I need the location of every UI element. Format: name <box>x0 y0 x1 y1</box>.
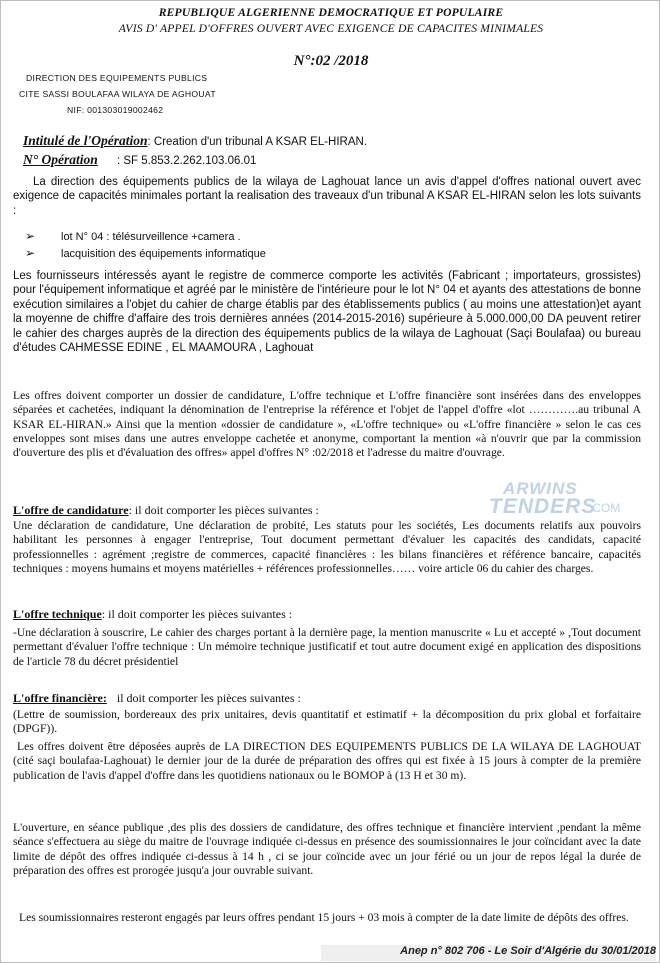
financiere-intro: il doit comporter les pièces suivantes : <box>116 691 301 705</box>
arrow-bullet-icon: ➢ <box>25 229 36 243</box>
lot-item-1 <box>25 229 241 243</box>
candidature-intro: : il doit comporter les pièces suivantes : <box>128 503 319 517</box>
lot-item-2-text: lacquisition des équipements informatique <box>61 248 266 260</box>
operation-title-row <box>23 132 367 150</box>
opening-paragraph: L'ouverture, en séance publique ,des plis des dossiers de candidature, des offres technique et financière intervient ,pendant la même séance s'effectuera au siège du maitre de l'ouvrage indiquée ci-dessus en présence des soumissionnaires le jour coïncidant avec la date limite de dépôt des offres indiquée ci-dessus à 14 h , ci se jour coïncide avec un jour férié ou un jour de repos légal la durée de préparation des offres est prorogée jusqu'a jour ouvrable suivant. <box>13 821 641 877</box>
issuer-address: CITE SASSI BOULAFAA WILAYA DE AGHOUAT <box>19 89 216 99</box>
publication-footer: Anep n° 802 706 - Le Soir d'Algérie du 30/01/2018 <box>321 945 656 961</box>
technique-paragraph: -Une déclaration à souscrire, Le cahier des charges portant à la dernière page, la mention manuscrite « Lu et accepté » ,Tout document permettant d'évaluer l'offre technique : Un mémoire technique justificatif et tout autre document exigé en application des dispositions de l'article 78 du décret présidentiel <box>13 626 641 668</box>
deposit-paragraph: Les offres doivent être déposées auprès de LA DIRECTION DES EQUIPEMENTS PUBLICS DE LA WILAYA DE LAGHOUAT (cité saçi boulafaa-Laghouat) le dernier jour de la durée de préparation des offres qui est fixée à 15 jours à compter de la première publication de l'avis d'appel d'offre dans les quotidiens nationaux ou le BOMOP à (13 H et 30 m). <box>13 740 641 782</box>
notice-type-heading: AVIS D' APPEL D'OFFRES OUVERT AVEC EXIGENCE DE CAPACITES MINIMALES <box>118 22 544 35</box>
arrow-bullet-icon: ➢ <box>25 246 36 260</box>
watermark <box>489 481 649 531</box>
operation-title-label: Intitulé de l'Opération <box>23 133 148 148</box>
validity-paragraph: Les soumissionnaires resteront engagés par leurs offres pendant 15 jours + 03 mois à compter de la date limite de dépôts des offres. <box>19 911 629 924</box>
financiere-paragraph: (Lettre de soumission, bordereaux des prix unitaires, devis quantitatif et estimatif + la décomposition du prix global et forfaitaire (DPGF)). <box>13 708 641 736</box>
financiere-title: L'offre financière: <box>13 691 107 705</box>
operation-title-value: : Creation d'un tribunal A KSAR EL-HIRAN. <box>147 136 368 148</box>
candidature-paragraph: Une déclaration de candidature, Une déclaration de probité, Les statuts pour les sociétés, Les documents relatifs aux pouvoirs habilitant les personnes à engager l'entreprise, Tout document permettant d'évaluer les capacités des candidats, capacité professionnelles : agrément ;registre de commerces, capacité financières : les bilans financières et référence bancaire, capacités techniques : moyens humains et moyens matérielles + références professionnelles…… voire article 06 du cahier des charges. <box>13 519 641 575</box>
candidature-title: L'offre de candidature <box>13 503 129 517</box>
technique-title: L'offre technique <box>13 607 102 621</box>
notice-number: N°:02 /2018 <box>293 53 369 69</box>
lot-item-2 <box>25 246 266 260</box>
watermark-line-3: .COM <box>589 501 621 515</box>
issuer-name: DIRECTION DES EQUIPEMENTS PUBLICS <box>26 73 208 83</box>
operation-number-value: : SF 5.853.2.262.103.06.01 <box>117 155 257 167</box>
technique-intro: : il doit comporter les pièces suivantes : <box>101 607 293 621</box>
operation-number-row <box>23 151 256 169</box>
watermark-line-2: TENDERS <box>489 495 597 518</box>
republic-heading: REPUBLIQUE ALGERIENNE DEMOCRATIQUE ET POPULAIRE <box>158 6 504 19</box>
envelopes-paragraph: Les offres doivent comporter un dossier de candidature, L'offre technique et L'offre financière sont insérées dans des enveloppes séparées et cachetées, indiquant la dénomination de l'entreprise la référence et l'objet de l'appel d'offre «lot ………….au tribunal A KSAR EL-HIRAN.» Ainsi que la mention «dossier de candidature », «L'offre technique» ou «L'offre financière » selon le cas ces enveloppes sont mises dans une autres enveloppe cachetée et anonyme, comportant la mention «à n'ouvrir que par la commission d'ouverture des plis et d'évaluation des offres» appel d'offres N° :02/2018 et l'adresse du maitre d'ouvrage. <box>13 389 641 460</box>
intro-paragraph: La direction des équipements publics de la wilaya de Laghouat lance un avis d'appel d'offres national ouvert avec exigence de capacités minimales portant la realisation des traveaux d'un tribunal A KSAR EL-HIRAN selon les lots suivants : <box>13 176 641 217</box>
financiere-heading <box>13 691 301 706</box>
lot-item-1-text: lot N° 04 : télésurveillence +camera . <box>61 231 241 243</box>
watermark-line-1: ARWINS <box>503 479 578 498</box>
suppliers-paragraph: Les fournisseurs intéressés ayant le registre de commerce comporte les activités (Fabricant ; importateurs, grossistes) pour l'équipement informatique et agréé par le ministère de l'intérieure pour le lot N° 04 et ayants des attestations de bonne exécution similaires a l'objet du cahier de charge établis par des établissements publics ( au moins une attestation)et ayant la moyenne de chiffre d'affaire des trois dernières années (2014-2015-2016) supérieure à 5.000.000,00 DA peuvent retirer le cahier des charges auprès de la direction des équipements publics de la wilaya de Laghouat (Saçi Boulafaa) ou bureau d'études CAHMESSE EDINE , EL MAAMOURA , Laghouat <box>13 270 641 355</box>
candidature-heading <box>13 503 319 518</box>
operation-number-label: N° Opération <box>23 152 98 167</box>
technique-heading <box>13 607 292 622</box>
issuer-nif: NIF: 001303019002462 <box>67 105 164 115</box>
